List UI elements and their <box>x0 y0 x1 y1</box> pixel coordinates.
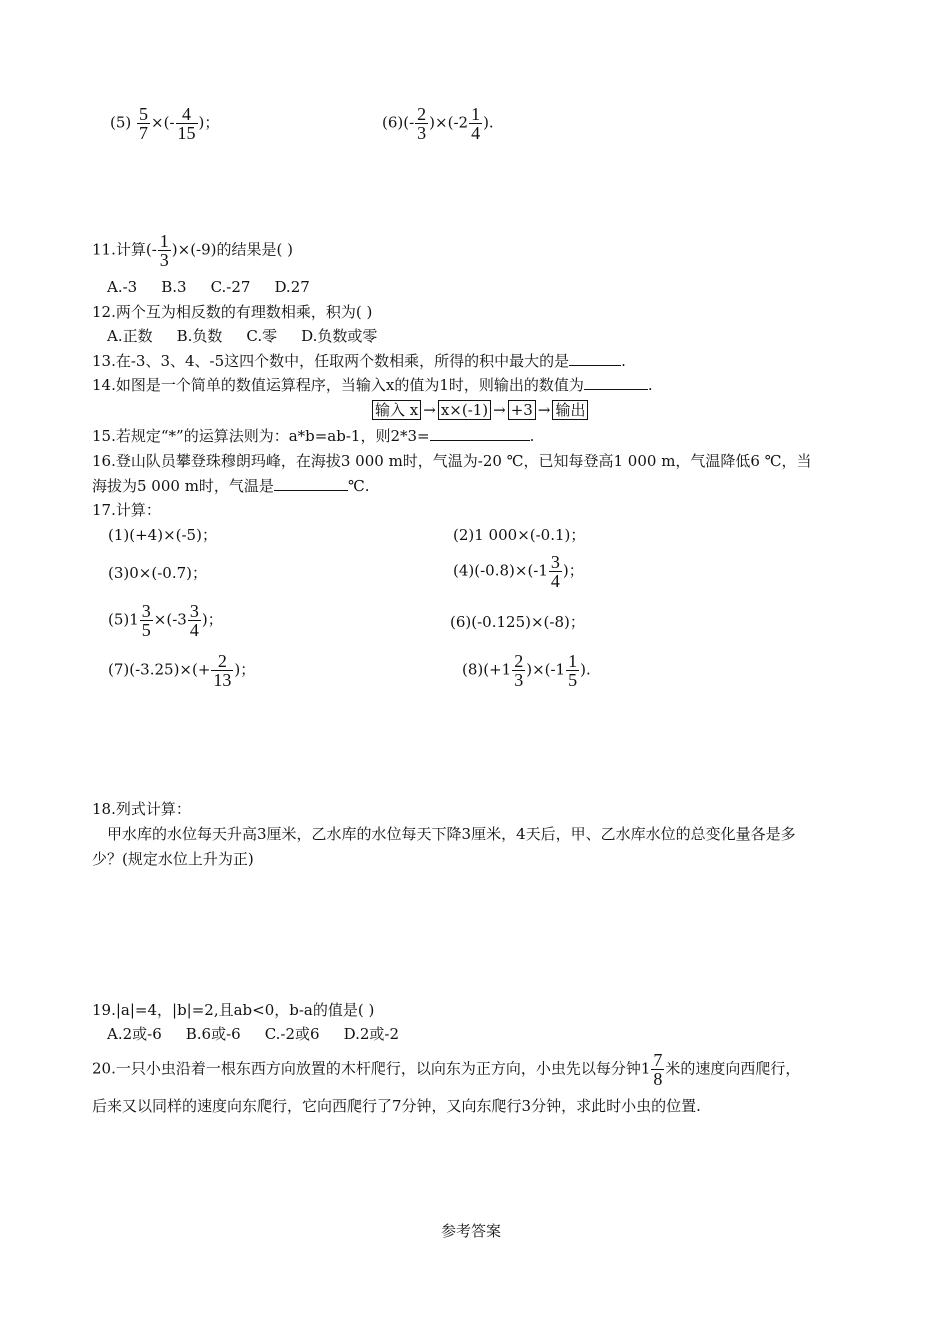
q17-part5: (5)1 $\frac{3}{5}$ ×(-3 $\frac{3}{4}$ )； <box>108 601 223 640</box>
choice-a[interactable]: A.-3 <box>107 278 138 296</box>
question-17-title: 17.计算： <box>92 501 161 519</box>
choice-b[interactable]: B.3 <box>161 278 187 296</box>
choice-b[interactable]: B.负数 <box>176 327 223 345</box>
question-11: 11.计算(- $\frac{1}{3}$ )×(-9)的结果是( ) <box>92 231 293 270</box>
answer-blank[interactable] <box>569 351 621 366</box>
q17-part1: (1)(+4)×(-5)； <box>108 526 217 544</box>
flow-input-box: 输入 x <box>372 400 421 420</box>
question-16-line1: 16.登山队员攀登珠穆朗玛峰，在海拔3 000 m时，气温为-20 ℃，已知每登高1 000 m，气温降低6 ℃，当 <box>92 452 812 470</box>
fraction: $\frac{2}{3}$ <box>417 104 427 143</box>
choice-c[interactable]: C.-2或6 <box>264 1025 320 1043</box>
choice-d[interactable]: D.负数或零 <box>301 327 378 345</box>
q19-choices <box>107 1023 423 1045</box>
question-15: 15.若规定“*”的运算法则为：a*b=ab-1，则2*3= . <box>92 427 535 445</box>
fraction: $\frac{3}{4}$ <box>189 601 199 640</box>
q10-part6: (6)(- $\frac{2}{3}$ )×(-2 $\frac{1}{4}$ ). <box>382 104 494 143</box>
choice-b[interactable]: B.6或-6 <box>185 1025 241 1043</box>
choice-a[interactable]: A.正数 <box>107 327 153 345</box>
q17-part7: (7)(-3.25)×(+ $\frac{2}{13}$ )； <box>108 651 256 690</box>
q17-part8: (8)(+1 $\frac{2}{3}$ )×(-1 $\frac{1}{5}$ ). <box>462 651 591 690</box>
question-13: 13.在-3、3、4、-5这四个数中，任取两个数相乘，所得的积中最大的是 . <box>92 352 626 370</box>
arrow-icon: → <box>423 401 436 419</box>
question-20-line2: 后来又以同样的速度向东爬行，它向西爬行了7分钟，又向东爬行3分钟，求此时小虫的位置. <box>92 1097 701 1115</box>
q11-choices <box>107 276 334 298</box>
flow-add-box: +3 <box>508 400 536 420</box>
fraction: $\frac{3}{5}$ <box>141 601 151 640</box>
fraction: $\frac{1}{5}$ <box>568 651 578 690</box>
q12-choices <box>107 325 401 347</box>
choice-a[interactable]: A.2或-6 <box>107 1025 162 1043</box>
question-12: 12.两个互为相反数的有理数相乘，积为( ) <box>92 303 373 321</box>
q17-part6: (6)(-0.125)×(-8)； <box>450 613 585 631</box>
fraction: $\frac{1}{3}$ <box>159 231 169 270</box>
answer-blank[interactable] <box>430 426 530 441</box>
question-16-line2: 海拔为5 000 m时，气温是 ℃. <box>92 477 370 495</box>
choice-d[interactable]: D.27 <box>274 278 310 296</box>
arrow-icon: → <box>537 401 551 419</box>
q17-part4: (4)(-0.8)×(-1 $\frac{3}{4}$ )； <box>453 552 584 591</box>
arrow-icon: → <box>493 401 506 419</box>
question-18-line1: 甲水库的水位每天升高3厘米，乙水库的水位每天下降3厘米，4天后，甲、乙水库水位的总变化量各是多 <box>107 825 796 843</box>
q17-part3: (3)0×(-0.7)； <box>108 564 207 582</box>
flow-output-box: 输出 <box>552 400 588 420</box>
fraction: $\frac{2}{3}$ <box>514 651 524 690</box>
question-14: 14.如图是一个简单的数值运算程序，当输入x的值为1时，则输出的数值为 . <box>92 376 653 394</box>
fraction: $\frac{7}{8}$ <box>653 1050 663 1089</box>
question-19: 19.|a|=4，|b|=2,且ab<0，b-a的值是( ) <box>92 1001 375 1019</box>
question-18-line2: 少？(规定水位上升为正) <box>92 850 254 868</box>
fraction: $\frac{3}{4}$ <box>550 552 560 591</box>
fraction: $\frac{4}{15}$ <box>177 104 196 143</box>
question-20-line1: 20.一只小虫沿着一根东西方向放置的木杆爬行，以向东为正方向，小虫先以每分钟1 $\frac{7}{8}$ 米的速度向西爬行， <box>92 1050 801 1089</box>
answer-blank[interactable] <box>584 375 648 390</box>
q17-part2: (2)1 000×(-0.1)； <box>453 526 586 544</box>
program-flowchart <box>372 399 588 421</box>
q10-p5-label: (5) <box>110 113 132 132</box>
answers-heading: 参考答案 <box>441 1222 502 1240</box>
choice-c[interactable]: C.-27 <box>210 278 251 296</box>
flow-multiply-box: x×(-1) <box>438 400 491 420</box>
question-18-title: 18.列式计算： <box>92 800 191 818</box>
choice-c[interactable]: C.零 <box>246 327 278 345</box>
q10-part5: (5) $\frac{5}{7}$ ×(- $\frac{4}{15}$ )； <box>110 104 220 143</box>
choice-d[interactable]: D.2或-2 <box>343 1025 400 1043</box>
fraction: $\frac{2}{13}$ <box>213 651 232 690</box>
fraction: $\frac{5}{7}$ <box>139 104 149 143</box>
fraction: $\frac{1}{4}$ <box>471 104 481 143</box>
answer-blank[interactable] <box>274 476 348 491</box>
